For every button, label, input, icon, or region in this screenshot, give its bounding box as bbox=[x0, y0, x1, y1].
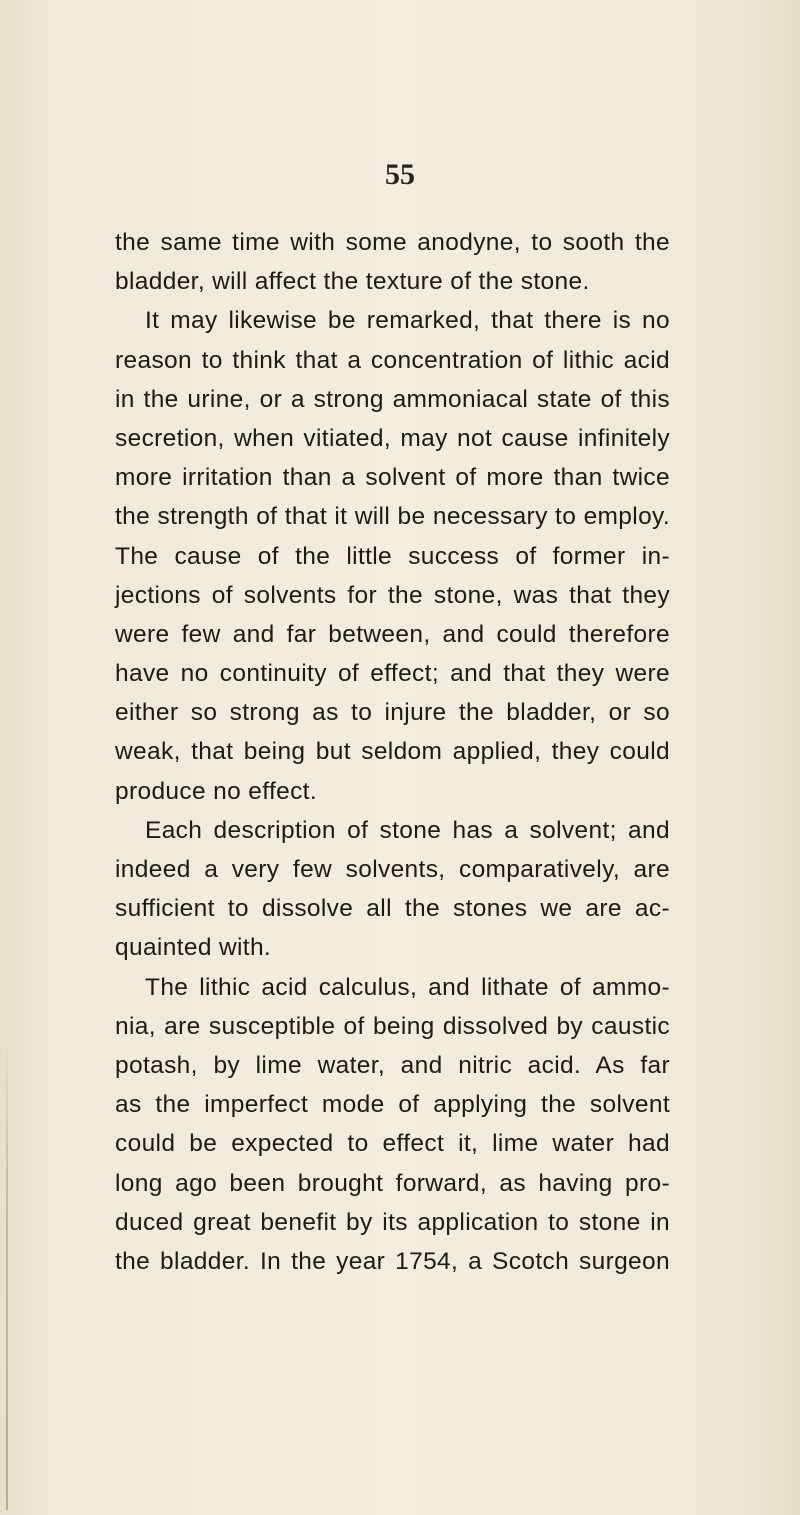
text-line: were few and far between, and could therefore bbox=[115, 620, 670, 648]
text-line: Each description of stone has a solvent; and bbox=[145, 816, 670, 844]
text-line: the same time with some anodyne, to sooth the bbox=[115, 229, 670, 256]
text-line: quainted with. bbox=[115, 934, 272, 962]
text-line: long ago been brought forward, as having pro- bbox=[115, 1169, 670, 1197]
text-line: either so strong as to injure the bladder, or so bbox=[115, 699, 670, 727]
text-line: duced great benefit by its application to stone in bbox=[115, 1208, 670, 1236]
text-line: nia, are susceptible of being dissolved by caustic bbox=[115, 1012, 670, 1040]
text-line: could be expected to effect it, lime water had bbox=[115, 1130, 670, 1158]
text-line: have no continuity of effect; and that they were bbox=[115, 660, 670, 688]
page-number: 55 bbox=[385, 158, 415, 191]
body-text bbox=[115, 223, 670, 1281]
text-line: produce no effect. bbox=[115, 777, 317, 805]
text-line: bladder, will affect the texture of the stone. bbox=[115, 268, 590, 296]
text-line: potash, by lime water, and nitric acid. As far bbox=[115, 1051, 670, 1079]
text-line: The cause of the little success of former in- bbox=[115, 542, 670, 570]
text-line: reason to think that a concentration of lithic acid bbox=[115, 346, 670, 374]
text-line: weak, that being but seldom applied, they could bbox=[115, 738, 670, 766]
text-line: sufficient to dissolve all the stones we are ac- bbox=[115, 895, 670, 923]
binding-shadow bbox=[6, 1040, 8, 1510]
text-line: in the urine, or a strong ammoniacal state of this bbox=[115, 385, 670, 413]
text-line: jections of solvents for the stone, was that they bbox=[115, 581, 670, 609]
text-line: as the imperfect mode of applying the solvent bbox=[115, 1091, 670, 1119]
text-line: The lithic acid calculus, and lithate of ammo- bbox=[145, 973, 670, 1001]
text-line: It may likewise be remarked, that there is no bbox=[145, 307, 670, 335]
text-line: secretion, when vitiated, may not cause infinitely bbox=[115, 424, 670, 452]
text-line: the bladder. In the year 1754, a Scotch surgeon bbox=[115, 1247, 670, 1275]
text-line: indeed a very few solvents, comparatively, are bbox=[115, 856, 670, 883]
text-line: the strength of that it will be necessary to employ. bbox=[115, 503, 670, 531]
text-line: more irritation than a solvent of more than twice bbox=[115, 464, 670, 492]
